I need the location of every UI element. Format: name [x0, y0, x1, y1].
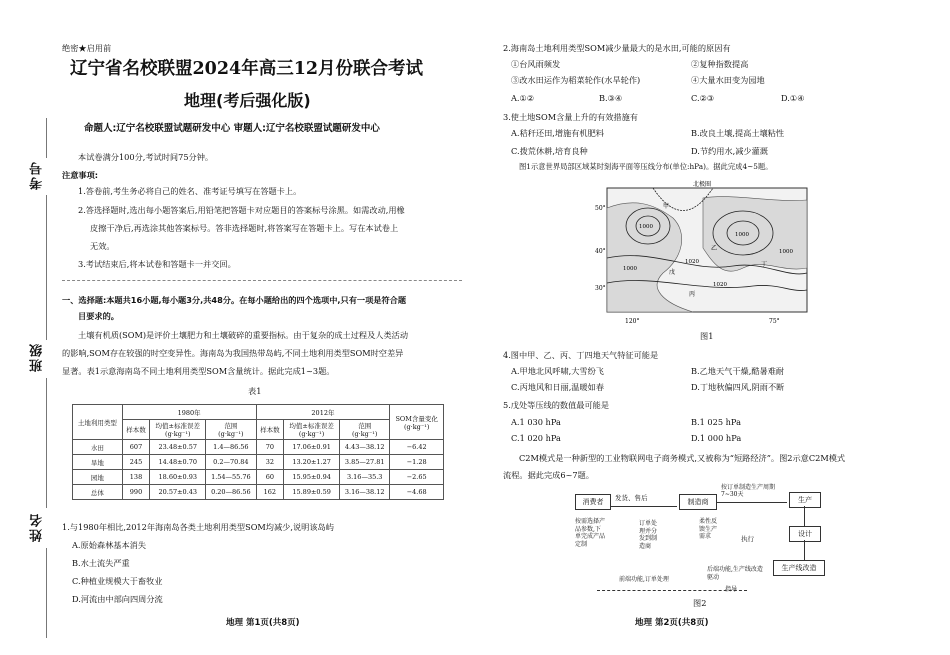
- lat-50: 50°: [595, 205, 606, 212]
- arrow: [717, 502, 787, 503]
- guide-label: 指导: [725, 586, 738, 593]
- point-wu: 戊: [669, 269, 676, 276]
- th-landuse: 土地利用类型: [73, 405, 123, 440]
- intro-3: 显著。表1示意海南岛不同土地利用类型SOM含量统计。据此完成1~3题。: [62, 366, 335, 376]
- ship-label: 发货、售后: [615, 494, 648, 502]
- side-line: [46, 195, 47, 340]
- q2-item-4: ④大量水田变为园地: [691, 75, 765, 85]
- intro-2: 的影响,SOM存在较强的时空变异性。海南岛为我国热带岛屿,不同土地利用类型SOM时空差异: [62, 348, 404, 358]
- intro-1: 土壤有机质(SOM)是评价土壤肥力和土壤破碎的重要指标。由于复杂的成土过程及人类活动: [78, 330, 409, 340]
- line-improve-box: 生产线改造: [773, 560, 825, 576]
- arrow: [611, 506, 677, 507]
- q5-option-b: B.1 025 hPa: [691, 417, 741, 427]
- exam-subtitle: 地理(考后强化版): [184, 91, 311, 110]
- point-jia: 甲: [663, 203, 670, 210]
- q4-option-b: B.乙地天气干燥,酷暑难耐: [691, 366, 785, 376]
- th-range: 范围 (g·kg⁻¹): [206, 420, 256, 440]
- isobar-value: 1000: [639, 224, 653, 230]
- lon-75: 75°: [769, 318, 780, 325]
- notice-2: 2.答选择题时,选出每小题答案后,用铅笔把答题卡对应题目的答案标号涂黑。如需改动,用橡: [78, 205, 405, 215]
- score-line: 本试卷满分100分,考试时间75分钟。: [78, 152, 214, 162]
- notice-title: 注意事项:: [62, 170, 99, 180]
- arrow: [804, 506, 805, 526]
- isobar-value: 1000: [735, 232, 749, 238]
- q3-option-b: B.改良土壤,提高土壤粘性: [691, 128, 785, 138]
- isobar-value: 1000: [623, 266, 637, 272]
- q3-option-a: A.秸秆还田,增施有机肥料: [511, 128, 604, 138]
- arrow: [804, 540, 805, 560]
- back-func-label: 后端功能,生产线改造驱动: [707, 566, 763, 581]
- notice-2b: 皮擦干净后,再选涂其他答案标号。答非选择题时,将答案写在答题卡上。写在本试卷上: [90, 223, 399, 233]
- question-3: 3.使土地SOM含量上升的有效措施有: [503, 112, 638, 122]
- lat-30: 30°: [595, 285, 606, 292]
- c2m-diagram: [575, 484, 825, 594]
- feedback-label: 柔性反馈生产需求: [699, 518, 718, 540]
- q2-option-c: C.②③: [691, 93, 715, 103]
- table-row: 总体 990 20.57±0.43 0.20—86.56 162 15.89±0.59 3.16—38.12 −4.68: [73, 485, 444, 500]
- q4-option-c: C.丙地风和日丽,温暖如春: [511, 382, 605, 392]
- side-line: [46, 118, 47, 158]
- th-mean: 均值±标准误差 (g·kg⁻¹): [150, 420, 206, 440]
- q1-option-d: D.河流由中部向四周分流: [72, 594, 163, 604]
- th-1980: 1980年: [122, 405, 256, 420]
- notice-3: 3.考试结束后,将本试卷和答题卡一并交回。: [78, 259, 236, 269]
- design-box: 设计: [789, 526, 821, 542]
- q5-option-d: D.1 000 hPa: [691, 433, 742, 443]
- fig1-intro: 图1示意世界局部区域某时刻海平面等压线分布(单位:hPa)。据此完成4~5题。: [519, 162, 773, 171]
- side-label-kaohao: 考号: [30, 160, 45, 190]
- exam-title: 辽宁省名校联盟2024年高三12月份联合考试: [70, 59, 424, 79]
- table-row: 水田 607 23.48±0.57 1.4—86.56 70 17.06±0.91 4.43—38.12 −6.42: [73, 440, 444, 455]
- q2-item-3: ③改水田运作为稻菜轮作(水旱轮作): [511, 75, 641, 85]
- som-table: [72, 404, 444, 500]
- q1-option-c: C.种植业规模大于畜牧业: [72, 576, 163, 586]
- q2-item-2: ②复种指数提高: [691, 59, 749, 69]
- isobar-value: 1020: [685, 259, 699, 265]
- notice-2c: 无效。: [90, 241, 115, 251]
- q2-option-d: D.①④: [781, 93, 805, 103]
- fig2-intro-1: C2M模式是一种新型的工业物联网电子商务模式,又被称为“短路经济”。图2示意C2M模式: [519, 453, 846, 463]
- th-n: 样本数: [256, 420, 284, 440]
- question-2: 2.海南岛土地利用类型SOM减少量最大的是水田,可能的原因有: [503, 43, 731, 53]
- fig1-arctic-label: 北极圈: [693, 181, 712, 188]
- q5-option-c: C.1 020 hPa: [511, 433, 561, 443]
- fig2-caption: 图2: [693, 598, 707, 608]
- page-footer: 地理 第1页(共8页): [226, 618, 300, 628]
- fig1-caption: 图1: [700, 331, 714, 341]
- q4-option-d: D.丁地秋偏四风,阴雨不断: [691, 382, 785, 392]
- consumer-box: 消费者: [575, 494, 611, 510]
- isobar-value: 1020: [713, 282, 727, 288]
- divider: [62, 280, 462, 281]
- execute-label: 执行: [741, 535, 754, 543]
- fig2-intro-2: 流程。据此完成6~7题。: [503, 470, 594, 480]
- order-produce-label: 按订单制造生产周期7~30天: [721, 484, 776, 498]
- section-title-2: 目要求的。: [78, 311, 119, 321]
- q3-option-c: C.拨荒休耕,培育良种: [511, 146, 588, 156]
- question-4: 4.图中甲、乙、丙、丁四地天气特征可能是: [503, 350, 659, 360]
- q3-option-d: D.节约用水,减少灌溉: [691, 146, 768, 156]
- th-range: 范围 (g·kg⁻¹): [340, 420, 390, 440]
- question-1: 1.与1980年相比,2012年海南岛各类土地利用类型SOM均减少,说明该岛屿: [62, 522, 334, 532]
- side-line: [46, 548, 47, 638]
- q4-option-a: A.甲地北风呼啸,大雪纷飞: [511, 366, 604, 376]
- authors-line: 命题人:辽宁名校联盟试题研发中心 审题人:辽宁名校联盟试题研发中心: [84, 123, 380, 134]
- q2-option-a: A.①②: [511, 93, 535, 103]
- land-mass: [703, 197, 807, 272]
- order-receive-label: 订单处理并分发到制造商: [639, 520, 658, 550]
- q2-item-1: ①台风雨频发: [511, 59, 561, 69]
- point-yi: 乙: [711, 245, 718, 252]
- consumer-select-label: 按需选择产品参数,下单完成产品定制: [575, 518, 606, 548]
- th-n: 样本数: [122, 420, 150, 440]
- q1-option-a: A.原始森林基本消失: [72, 540, 147, 550]
- notice-1: 1.答卷前,考生务必将自己的姓名、准考证号填写在答题卡上。: [78, 186, 302, 196]
- isobar-map: [593, 178, 815, 328]
- side-line: [46, 378, 47, 508]
- isobar-value: 1000: [779, 249, 793, 255]
- table-caption: 表1: [248, 386, 262, 396]
- th-2012: 2012年: [256, 405, 390, 420]
- lon-120: 120°: [625, 318, 640, 325]
- section-title: 一、选择题:本题共16小题,每小题3分,共48分。在每小题给出的四个选项中,只有一项是符合题: [62, 295, 407, 305]
- front-func-label: 前端功能,订单处理: [619, 576, 669, 583]
- q5-option-a: A.1 030 hPa: [511, 417, 561, 427]
- table-row: 旱地 245 14.48±0.70 0.2—70.84 32 13.20±1.27 3.85—27.81 −1.28: [73, 455, 444, 470]
- q1-option-b: B.水土流失严重: [72, 558, 130, 568]
- produce-box: 生产: [789, 492, 821, 508]
- page-footer: 地理 第2页(共8页): [635, 618, 709, 628]
- manufacturer-box: 制造商: [679, 494, 717, 510]
- side-label-banji: 班级: [30, 342, 45, 372]
- dashed-arrow: [597, 590, 747, 591]
- side-label-xingming: 姓名: [30, 512, 45, 542]
- table-row: 园地 138 18.60±0.93 1.54—55.76 60 15.95±0.94 3.16—35.3 −2.65: [73, 470, 444, 485]
- q2-option-b: B.③④: [599, 93, 623, 103]
- point-ding: 丁: [761, 261, 768, 268]
- th-mean: 均值±标准误差 (g·kg⁻¹): [284, 420, 340, 440]
- lat-40: 40°: [595, 248, 606, 255]
- top-mark: 绝密★启用前: [62, 43, 112, 53]
- question-5: 5.戊处等压线的数值最可能是: [503, 400, 610, 410]
- th-change: SOM含量变化 (g·kg⁻¹): [390, 405, 444, 440]
- page-right: [475, 0, 950, 655]
- point-bing: 丙: [689, 291, 696, 298]
